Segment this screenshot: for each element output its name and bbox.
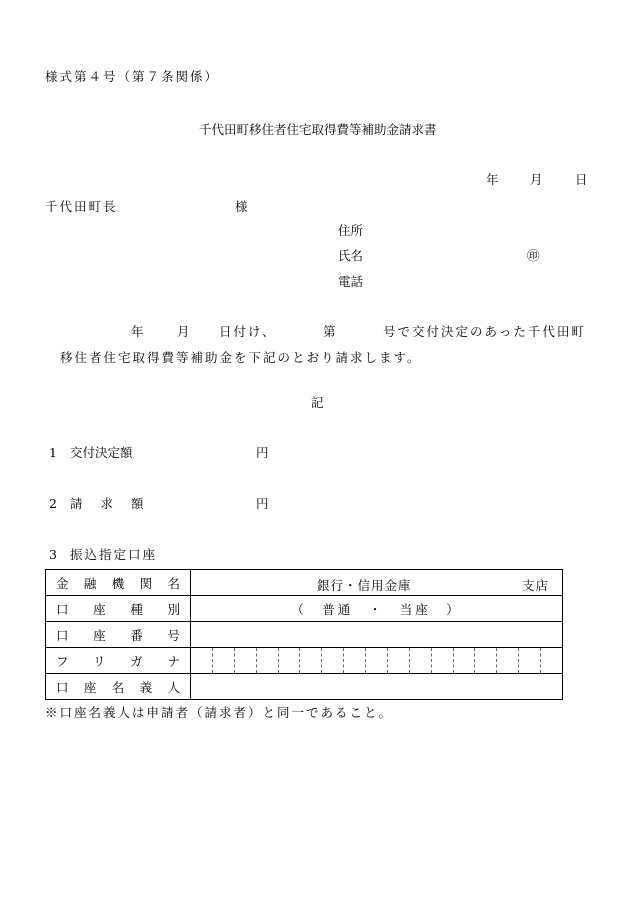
date-day: 日 [575, 172, 588, 187]
furigana-label: フリガナ [46, 648, 191, 674]
bank-name-label: 金融機関名 [46, 570, 191, 596]
body-line2: 移住者住宅取得費等補助金を下記のとおり請求します。 [60, 350, 422, 365]
account-type-field[interactable]: （ 普通 ・ 当座 ） [191, 596, 563, 622]
addressee-honorific: 様 [235, 199, 248, 214]
document-title: 千代田町移住者住宅取得費等補助金請求書 [199, 122, 437, 137]
seal-mark: ㊞ [527, 248, 540, 263]
phone-label: 電話 [338, 274, 364, 289]
footnote: ※口座名義人は申請者（請求者）と同一であること。 [45, 705, 394, 720]
account-number-label: 口座番号 [46, 622, 191, 648]
item-1-unit: 円 [256, 445, 269, 460]
bank-name-field[interactable] [191, 570, 563, 596]
item-1-number: 1 [49, 445, 57, 460]
table-row [46, 596, 563, 622]
account-holder-label: 口座名義人 [46, 674, 191, 700]
table-row [46, 622, 563, 648]
address-label: 住所 [338, 223, 364, 238]
body-go-text: 号で交付決定のあった千代田町 [383, 324, 586, 339]
date-month: 月 [530, 172, 543, 187]
name-label: 氏名 [338, 248, 364, 263]
account-type-label: 口座種別 [46, 596, 191, 622]
body-year: 年 [131, 324, 144, 339]
bank-type-text: 銀行・信用金庫 [317, 578, 412, 593]
table-row [46, 570, 563, 596]
date-year: 年 [486, 172, 499, 187]
body-dai: 第 [323, 324, 336, 339]
item-2-unit: 円 [256, 496, 269, 511]
furigana-boxes [191, 648, 562, 673]
bank-account-table [45, 569, 563, 700]
addressee-name: 千代田町長 [45, 199, 118, 214]
body-day-suffix: 日付け、 [219, 324, 277, 339]
item-1-label: 交付決定額 [70, 445, 133, 460]
body-month: 月 [177, 324, 190, 339]
item-3-label: 振込指定口座 [70, 547, 158, 562]
form-number: 様式第４号（第７条関係） [45, 69, 220, 84]
account-number-field[interactable] [191, 622, 563, 648]
branch-text: 支店 [522, 578, 550, 593]
item-2-number: 2 [49, 496, 57, 511]
account-holder-field[interactable] [191, 674, 563, 700]
ki-label: 記 [311, 395, 324, 410]
table-row [46, 648, 563, 674]
item-3-number: 3 [49, 547, 57, 562]
item-2-label: 請 求 額 [70, 496, 151, 511]
table-row [46, 674, 563, 700]
furigana-field[interactable] [191, 648, 563, 674]
